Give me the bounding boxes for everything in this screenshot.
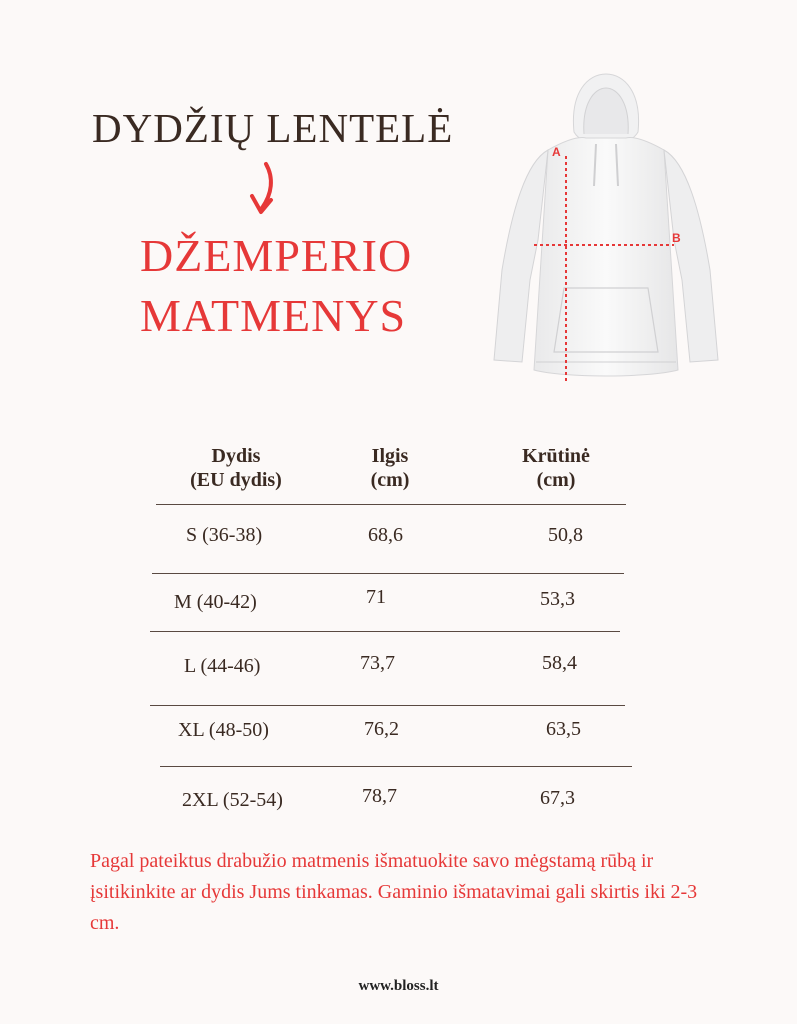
subtitle-line-2: MATMENYS: [140, 290, 407, 341]
website-link[interactable]: www.bloss.lt: [358, 978, 439, 994]
cell-size: S (36-38): [186, 524, 263, 546]
subtitle-line-1: DŽEMPERIO: [140, 230, 413, 281]
page-subtitle: [140, 226, 440, 346]
cell-chest: 58,4: [542, 652, 577, 674]
table-rule: [150, 705, 625, 706]
cell-length: 76,2: [364, 718, 399, 740]
measurement-note: Pagal pateiktus drabužio matmenis išmatuokite savo mėgstamą rūbą ir įsitikinkite ar dydis Jums tinkamas. Gaminio išmatavimai gali skirtis iki 2-3 cm.: [90, 850, 698, 934]
header-size: [176, 444, 296, 492]
cell-size: XL (48-50): [178, 719, 269, 741]
cell-chest: 63,5: [546, 718, 581, 740]
cell-length: 71: [366, 586, 386, 608]
table-rule: [150, 631, 620, 632]
header-chest: [506, 444, 606, 492]
cell-length: 73,7: [360, 652, 395, 674]
header-size-line-1: Dydis: [211, 445, 261, 467]
header-size-line-2: (EU dydis): [190, 469, 282, 491]
header-chest-line-2: (cm): [536, 469, 576, 491]
cell-chest: 53,3: [540, 588, 575, 610]
cell-size: 2XL (52-54): [182, 789, 283, 811]
table-rule: [152, 573, 624, 574]
hoodie-body: [494, 74, 718, 376]
header-length-line-2: (cm): [370, 469, 410, 491]
cell-chest: 67,3: [540, 787, 575, 809]
cell-chest: 50,8: [548, 524, 583, 546]
hoodie-diagram: [478, 70, 734, 390]
cell-size: L (44-46): [184, 655, 261, 677]
table-rule: [156, 504, 626, 505]
cell-length: 68,6: [368, 524, 403, 546]
table-rule: [160, 766, 632, 767]
cell-length: 78,7: [362, 785, 397, 807]
cell-size: M (40-42): [174, 591, 257, 613]
header-length: [350, 444, 430, 492]
page-title: DYDŽIŲ LENTELĖ: [92, 105, 454, 151]
label-a: A: [552, 145, 561, 159]
header-chest-line-1: Krūtinė: [522, 445, 590, 467]
curved-arrow-icon: [244, 160, 284, 220]
header-length-line-1: Ilgis: [371, 445, 409, 467]
label-b: B: [672, 231, 681, 245]
